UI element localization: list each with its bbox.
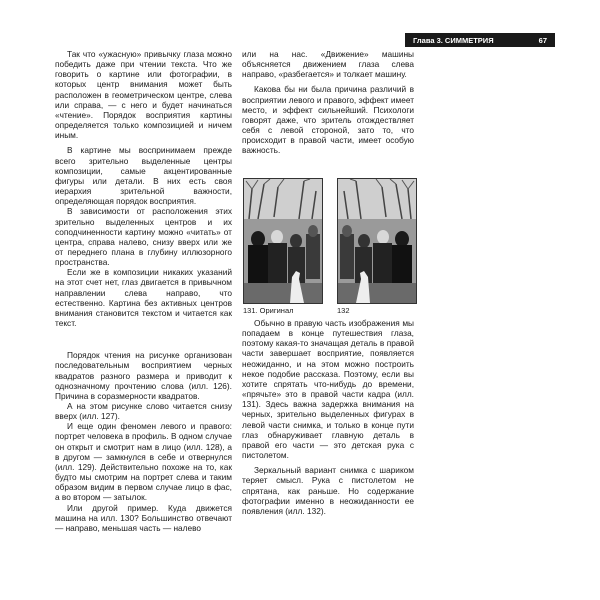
paragraph: Если же в композиции никаких указаний на этот счет нет, глаз двигается в привычном направлении слева направо, что естественно. Картина без активных центров внимания становится текстом и читается как текст. <box>55 267 232 329</box>
paragraph: Обычно в правую часть изображения мы попадаем в конце путешествия глаза, поэтому какая-то значащая деталь в правой части завершает восприятие, появляется неожиданно, и на этом можно построить некое подобие рассказа. Поэтому, если вы хотите спрятать что-нибудь до времени, «прячьте» это в правой части кадра (илл. 131). Здесь важна задержка внимания на черных, зрительно выделенных фигурах в левой части снимка, и только в конце пути глаз обнаруживает главную деталь в правой его части — это детская рука с пистолетом. <box>242 318 414 461</box>
figure-caption: 132 <box>337 306 350 315</box>
paragraph: В зависимости от расположения этих зрительно выделенных центров и их соподчиненности картину можно «читать» от центра, справа налево, снизу вверх или же от переднего плана в глубину иллюзорного пространства. <box>55 206 232 268</box>
page-number: 67 <box>538 35 547 45</box>
figure-caption: 131. Оригинал <box>243 306 294 315</box>
chapter-header <box>405 33 555 47</box>
photo-original <box>243 178 323 304</box>
right-column-top <box>242 49 414 156</box>
photo-mirrored <box>337 178 417 304</box>
street-scene-photo <box>244 179 322 303</box>
paragraph: В картине мы воспринимаем прежде всего зрительно выделенные центры композиции, самые акцентированные фигуры или детали. В них есть своя иерархия зрительной важности, определяющая порядок восприятия. <box>55 145 232 207</box>
paragraph: или на нас. «Движение» машины объясняется движением глаза слева направо, «разбегается» и толкает машину. <box>242 49 414 80</box>
left-column <box>55 49 232 533</box>
paragraph: Так что «ужасную» привычку глаза можно победить даже при чтении текста. Что же говорить о картине или фотографии, в которых центр внимания может быть расположен в геометрическом центре, слева или справа, — с него и будет начинаться «чтение». Порядок восприятия картины определяется только композицией и ничем иным. <box>55 49 232 141</box>
paragraph: Зеркальный вариант снимка с шариком теряет смысл. Рука с пистолетом не спрятана, как раньше. Но содержание фотографии именно в неожиданности ее появления (илл. 132). <box>242 465 414 516</box>
paragraph: Порядок чтения на рисунке организован последовательным восприятием черных квадратов разного размера и приводит к однозначному прочтению слова (илл. 126). Причина в соразмерности квадратов. <box>55 350 232 401</box>
right-column-bottom <box>242 318 414 516</box>
street-scene-mirrored-photo <box>338 179 416 303</box>
paragraph: Какова бы ни была причина различий в восприятии левого и правого, эффект имеет место, и эффект сильнейший. Психологи говорят даже, что зритель отождествляет себя с левой стороной, зато то, что происходит в правой части, имеет особую важность. <box>242 84 414 156</box>
paragraph: Или другой пример. Куда движется машина на илл. 130? Большинство отвечают — направо, меньшая часть — налево <box>55 502 232 533</box>
paragraph: А на этом рисунке слово читается снизу вверх (илл. 127). <box>55 401 232 422</box>
chapter-title: Глава 3. СИММЕТРИЯ <box>413 35 494 45</box>
paragraph: И еще один феномен левого и правого: портрет человека в профиль. В одном случае он открыт и смотрит нам в лицо (илл. 128), а в другом — замкнулся в себе и отвернулся (илл. 129). Действительно похоже на то, как будто мы смотрим на портрет слева и таким образом видим в первом случае лицо в фас, а во втором — затылок. <box>55 421 232 503</box>
